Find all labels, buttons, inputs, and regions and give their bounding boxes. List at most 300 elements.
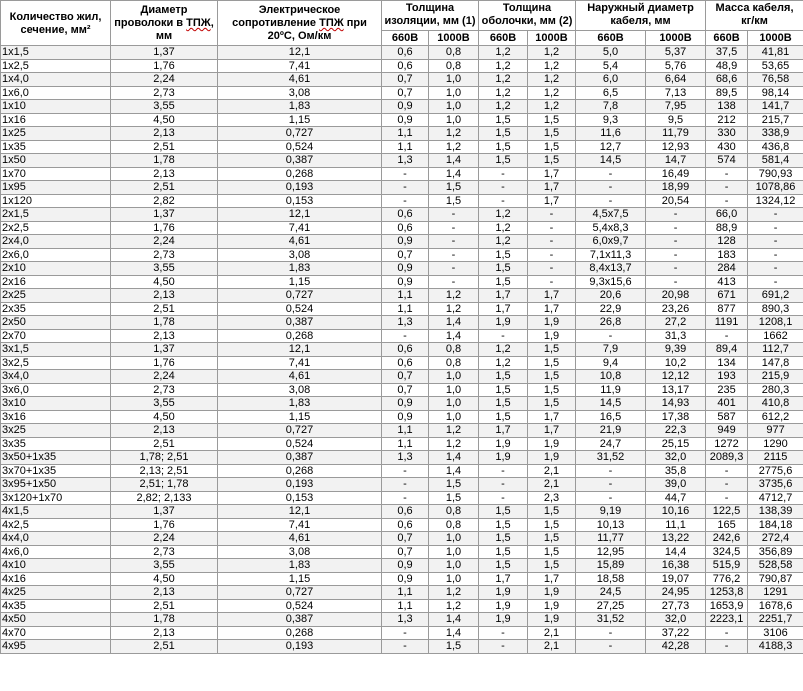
cell-insulation-660v: - xyxy=(382,181,429,195)
cell-mass-1000v: 581,4 xyxy=(748,154,803,168)
header-wire-diameter-tpzh: ТПЖ xyxy=(186,17,211,29)
cell-diameter-1000v: 27,73 xyxy=(646,599,706,613)
cell-mass-660v: 88,9 xyxy=(706,221,748,235)
cell-diameter-660v: 7,1x11,3 xyxy=(576,248,646,262)
cell-mass-660v: 183 xyxy=(706,248,748,262)
cell-sheath-1000v: 1,5 xyxy=(528,545,576,559)
cell-mass-1000v: 4712,7 xyxy=(748,491,803,505)
cell-wire-diameter: 2,13 xyxy=(111,289,218,303)
cell-sheath-660v: 1,9 xyxy=(479,599,528,613)
cell-cores-section: 1x70 xyxy=(1,167,111,181)
cell-mass-1000v: 1662 xyxy=(748,329,803,343)
cell-sheath-660v: 1,7 xyxy=(479,302,528,316)
cell-resistance: 0,524 xyxy=(218,302,382,316)
cell-insulation-1000v: 1,0 xyxy=(429,86,479,100)
cell-diameter-1000v: 32,0 xyxy=(646,613,706,627)
cell-insulation-1000v: 1,2 xyxy=(429,424,479,438)
cell-insulation-1000v: 1,2 xyxy=(429,437,479,451)
cell-insulation-660v: 1,3 xyxy=(382,154,429,168)
cell-diameter-1000v: 14,93 xyxy=(646,397,706,411)
cell-insulation-660v: 1,1 xyxy=(382,302,429,316)
cell-mass-1000v: 1324,12 xyxy=(748,194,803,208)
cell-mass-1000v: 790,93 xyxy=(748,167,803,181)
cell-mass-660v: 413 xyxy=(706,275,748,289)
cell-cores-section: 4x35 xyxy=(1,599,111,613)
table-row xyxy=(1,289,803,303)
table-row xyxy=(1,235,803,249)
table-row xyxy=(1,302,803,316)
cell-cores-section: 3x70+1x35 xyxy=(1,464,111,478)
cell-cores-section: 3x50+1x35 xyxy=(1,451,111,465)
table-row xyxy=(1,613,803,627)
cell-cores-section: 3x35 xyxy=(1,437,111,451)
cell-wire-diameter: 2,13 xyxy=(111,424,218,438)
cell-sheath-1000v: 1,9 xyxy=(528,599,576,613)
cell-insulation-660v: 1,1 xyxy=(382,424,429,438)
cell-mass-1000v: 1678,6 xyxy=(748,599,803,613)
cell-insulation-1000v: 0,8 xyxy=(429,46,479,60)
cell-mass-660v: - xyxy=(706,640,748,654)
cell-cores-section: 3x25 xyxy=(1,424,111,438)
cell-insulation-1000v: - xyxy=(429,262,479,276)
cell-insulation-660v: - xyxy=(382,640,429,654)
cell-diameter-1000v: 42,28 xyxy=(646,640,706,654)
cell-mass-1000v: - xyxy=(748,262,803,276)
cell-mass-660v: 284 xyxy=(706,262,748,276)
cell-cores-section: 4x95 xyxy=(1,640,111,654)
cell-insulation-660v: 1,3 xyxy=(382,316,429,330)
cell-diameter-1000v: 31,3 xyxy=(646,329,706,343)
cell-diameter-1000v: 24,95 xyxy=(646,586,706,600)
cell-sheath-1000v: 1,5 xyxy=(528,397,576,411)
cell-insulation-1000v: 1,4 xyxy=(429,613,479,627)
cell-mass-660v: 193 xyxy=(706,370,748,384)
cell-diameter-660v: 5,0 xyxy=(576,46,646,60)
cell-insulation-660v: 0,9 xyxy=(382,113,429,127)
cell-sheath-1000v: 1,7 xyxy=(528,424,576,438)
cell-diameter-1000v: 5,37 xyxy=(646,46,706,60)
cell-sheath-1000v: 1,5 xyxy=(528,343,576,357)
cell-insulation-660v: 0,6 xyxy=(382,59,429,73)
cell-diameter-660v: - xyxy=(576,329,646,343)
cell-mass-1000v: 112,7 xyxy=(748,343,803,357)
cell-insulation-1000v: 1,0 xyxy=(429,383,479,397)
cell-sheath-1000v: 2,1 xyxy=(528,640,576,654)
cell-resistance: 0,153 xyxy=(218,491,382,505)
table-row xyxy=(1,262,803,276)
cell-cores-section: 3x2,5 xyxy=(1,356,111,370)
cell-cores-section: 1x25 xyxy=(1,127,111,141)
cell-sheath-1000v: 1,7 xyxy=(528,289,576,303)
cell-sheath-660v: - xyxy=(479,464,528,478)
cell-resistance: 3,08 xyxy=(218,248,382,262)
table-row xyxy=(1,491,803,505)
cell-mass-660v: 235 xyxy=(706,383,748,397)
table-row xyxy=(1,181,803,195)
cell-wire-diameter: 2,51 xyxy=(111,181,218,195)
cell-wire-diameter: 2,73 xyxy=(111,545,218,559)
cell-sheath-660v: 1,2 xyxy=(479,208,528,222)
table-row xyxy=(1,127,803,141)
cell-diameter-1000v: - xyxy=(646,262,706,276)
header-cable-mass: Масса кабеля, кг/км xyxy=(706,1,803,31)
cell-resistance: 7,41 xyxy=(218,518,382,532)
cell-diameter-660v: 14,5 xyxy=(576,397,646,411)
header-diameter-1000v: 1000В xyxy=(646,31,706,46)
cell-diameter-660v: 12,95 xyxy=(576,545,646,559)
cell-cores-section: 3x1,5 xyxy=(1,343,111,357)
cell-diameter-660v: 4,5x7,5 xyxy=(576,208,646,222)
header-mass-1000v: 1000В xyxy=(748,31,803,46)
cell-diameter-660v: 21,9 xyxy=(576,424,646,438)
cell-sheath-660v: 1,5 xyxy=(479,545,528,559)
cell-mass-1000v: 410,8 xyxy=(748,397,803,411)
cell-mass-660v: 242,6 xyxy=(706,532,748,546)
cell-mass-1000v: 4188,3 xyxy=(748,640,803,654)
cell-sheath-660v: 1,7 xyxy=(479,572,528,586)
cell-sheath-1000v: - xyxy=(528,221,576,235)
cell-diameter-1000v: 11,1 xyxy=(646,518,706,532)
table-row xyxy=(1,113,803,127)
cell-diameter-660v: 9,4 xyxy=(576,356,646,370)
cell-sheath-660v: 1,5 xyxy=(479,532,528,546)
cell-insulation-1000v: 1,5 xyxy=(429,181,479,195)
cell-sheath-660v: 1,9 xyxy=(479,586,528,600)
table-row xyxy=(1,140,803,154)
cell-mass-660v: 89,4 xyxy=(706,343,748,357)
cell-sheath-1000v: - xyxy=(528,275,576,289)
cell-cores-section: 3x95+1x50 xyxy=(1,478,111,492)
cell-insulation-1000v: 1,0 xyxy=(429,370,479,384)
cell-cores-section: 1x120 xyxy=(1,194,111,208)
cell-diameter-660v: 22,9 xyxy=(576,302,646,316)
cell-resistance: 0,268 xyxy=(218,167,382,181)
table-row xyxy=(1,316,803,330)
cell-sheath-1000v: - xyxy=(528,208,576,222)
cell-resistance: 0,268 xyxy=(218,626,382,640)
cell-diameter-1000v: 11,79 xyxy=(646,127,706,141)
cell-insulation-1000v: 0,8 xyxy=(429,356,479,370)
cell-wire-diameter: 2,13 xyxy=(111,329,218,343)
cell-insulation-1000v: 0,8 xyxy=(429,505,479,519)
cell-resistance: 0,268 xyxy=(218,464,382,478)
cell-insulation-660v: 0,6 xyxy=(382,518,429,532)
table-row xyxy=(1,154,803,168)
cell-diameter-1000v: 23,26 xyxy=(646,302,706,316)
cell-insulation-1000v: 1,5 xyxy=(429,491,479,505)
cell-wire-diameter: 2,13; 2,51 xyxy=(111,464,218,478)
cell-cores-section: 2x6,0 xyxy=(1,248,111,262)
cell-sheath-660v: - xyxy=(479,640,528,654)
cell-resistance: 12,1 xyxy=(218,208,382,222)
cell-mass-660v: 776,2 xyxy=(706,572,748,586)
cell-wire-diameter: 1,76 xyxy=(111,221,218,235)
cell-wire-diameter: 3,55 xyxy=(111,100,218,114)
cell-wire-diameter: 1,37 xyxy=(111,343,218,357)
cell-wire-diameter: 2,24 xyxy=(111,73,218,87)
cell-mass-1000v: 138,39 xyxy=(748,505,803,519)
cell-sheath-660v: 1,2 xyxy=(479,46,528,60)
cell-sheath-1000v: 1,5 xyxy=(528,383,576,397)
cell-diameter-1000v: 14,4 xyxy=(646,545,706,559)
cell-resistance: 7,41 xyxy=(218,356,382,370)
table-row xyxy=(1,86,803,100)
cell-insulation-1000v: 1,4 xyxy=(429,329,479,343)
cell-diameter-660v: 6,5 xyxy=(576,86,646,100)
cell-sheath-1000v: 1,5 xyxy=(528,113,576,127)
cell-mass-1000v: 2115 xyxy=(748,451,803,465)
cell-mass-660v: - xyxy=(706,464,748,478)
cell-insulation-1000v: 1,0 xyxy=(429,410,479,424)
cell-diameter-1000v: 27,2 xyxy=(646,316,706,330)
cell-cores-section: 1x2,5 xyxy=(1,59,111,73)
cell-mass-1000v: 76,58 xyxy=(748,73,803,87)
cell-wire-diameter: 2,13 xyxy=(111,586,218,600)
cell-sheath-660v: 1,2 xyxy=(479,100,528,114)
cell-mass-1000v: 141,7 xyxy=(748,100,803,114)
cell-sheath-1000v: 1,2 xyxy=(528,100,576,114)
cell-diameter-1000v: 35,8 xyxy=(646,464,706,478)
cell-wire-diameter: 2,51 xyxy=(111,599,218,613)
cell-diameter-660v: 18,58 xyxy=(576,572,646,586)
cell-mass-660v: 122,5 xyxy=(706,505,748,519)
cell-diameter-660v: 6,0 xyxy=(576,73,646,87)
cell-cores-section: 1x50 xyxy=(1,154,111,168)
cell-diameter-1000v: 19,07 xyxy=(646,572,706,586)
table-row xyxy=(1,46,803,60)
cell-mass-1000v: 147,8 xyxy=(748,356,803,370)
cell-wire-diameter: 1,78 xyxy=(111,613,218,627)
cell-insulation-1000v: 1,0 xyxy=(429,100,479,114)
cell-cores-section: 4x10 xyxy=(1,559,111,573)
table-row xyxy=(1,586,803,600)
cell-insulation-660v: 0,7 xyxy=(382,248,429,262)
cell-sheath-1000v: - xyxy=(528,262,576,276)
cell-sheath-660v: 1,5 xyxy=(479,127,528,141)
cell-cores-section: 2x1,5 xyxy=(1,208,111,222)
cell-sheath-660v: 1,9 xyxy=(479,316,528,330)
cell-sheath-1000v: 1,7 xyxy=(528,410,576,424)
cell-diameter-660v: 9,3x15,6 xyxy=(576,275,646,289)
cell-sheath-1000v: 1,2 xyxy=(528,46,576,60)
cell-sheath-660v: 1,2 xyxy=(479,356,528,370)
cell-diameter-1000v: 12,93 xyxy=(646,140,706,154)
cell-sheath-660v: 1,5 xyxy=(479,410,528,424)
cell-mass-1000v: 612,2 xyxy=(748,410,803,424)
table-row xyxy=(1,478,803,492)
cell-mass-1000v: - xyxy=(748,221,803,235)
table-row xyxy=(1,532,803,546)
cell-mass-1000v: 184,18 xyxy=(748,518,803,532)
cell-insulation-1000v: - xyxy=(429,248,479,262)
cell-diameter-660v: 26,8 xyxy=(576,316,646,330)
cell-mass-1000v: 890,3 xyxy=(748,302,803,316)
cell-mass-1000v: 215,9 xyxy=(748,370,803,384)
cell-diameter-660v: - xyxy=(576,626,646,640)
cell-mass-1000v: - xyxy=(748,235,803,249)
cell-insulation-660v: 1,1 xyxy=(382,586,429,600)
cell-sheath-660v: - xyxy=(479,491,528,505)
cell-mass-660v: 66,0 xyxy=(706,208,748,222)
cell-wire-diameter: 3,55 xyxy=(111,559,218,573)
cell-sheath-1000v: 1,5 xyxy=(528,532,576,546)
cell-diameter-660v: 12,7 xyxy=(576,140,646,154)
cell-insulation-660v: 0,6 xyxy=(382,208,429,222)
cell-insulation-660v: 0,7 xyxy=(382,545,429,559)
cell-diameter-660v: 6,0x9,7 xyxy=(576,235,646,249)
cell-wire-diameter: 3,55 xyxy=(111,397,218,411)
cell-insulation-660v: - xyxy=(382,464,429,478)
cell-diameter-1000v: 5,76 xyxy=(646,59,706,73)
table-row xyxy=(1,410,803,424)
cell-insulation-660v: 0,9 xyxy=(382,559,429,573)
header-insulation-660v: 660В xyxy=(382,31,429,46)
cell-cores-section: 4x1,5 xyxy=(1,505,111,519)
cell-resistance: 3,08 xyxy=(218,86,382,100)
table-row xyxy=(1,545,803,559)
cell-resistance: 0,193 xyxy=(218,181,382,195)
cell-resistance: 0,524 xyxy=(218,437,382,451)
cell-insulation-1000v: - xyxy=(429,275,479,289)
cell-insulation-1000v: 1,0 xyxy=(429,113,479,127)
cell-sheath-1000v: 1,2 xyxy=(528,73,576,87)
cell-diameter-660v: 8,4x13,7 xyxy=(576,262,646,276)
cell-diameter-660v: 5,4x8,3 xyxy=(576,221,646,235)
table-header xyxy=(1,1,803,46)
cell-diameter-660v: 20,6 xyxy=(576,289,646,303)
cell-diameter-660v: 31,52 xyxy=(576,613,646,627)
cell-diameter-660v: - xyxy=(576,167,646,181)
cell-insulation-1000v: 1,2 xyxy=(429,599,479,613)
cell-diameter-1000v: 20,98 xyxy=(646,289,706,303)
cell-sheath-660v: - xyxy=(479,626,528,640)
cell-wire-diameter: 2,73 xyxy=(111,383,218,397)
cell-diameter-660v: 11,77 xyxy=(576,532,646,546)
cell-resistance: 0,727 xyxy=(218,586,382,600)
table-row xyxy=(1,437,803,451)
cell-mass-1000v: 41,81 xyxy=(748,46,803,60)
cell-sheath-660v: 1,7 xyxy=(479,289,528,303)
cell-sheath-1000v: 1,7 xyxy=(528,167,576,181)
cell-sheath-1000v: 2,1 xyxy=(528,478,576,492)
cell-mass-660v: 1272 xyxy=(706,437,748,451)
cell-diameter-660v: 10,13 xyxy=(576,518,646,532)
cell-cores-section: 4x16 xyxy=(1,572,111,586)
cell-insulation-1000v: 1,4 xyxy=(429,167,479,181)
cell-diameter-660v: 7,8 xyxy=(576,100,646,114)
cell-mass-1000v: 790,87 xyxy=(748,572,803,586)
cell-mass-660v: 430 xyxy=(706,140,748,154)
cell-insulation-660v: 0,7 xyxy=(382,370,429,384)
cell-sheath-660v: - xyxy=(479,329,528,343)
cell-wire-diameter: 1,76 xyxy=(111,59,218,73)
cell-insulation-660v: - xyxy=(382,491,429,505)
cell-wire-diameter: 2,51 xyxy=(111,437,218,451)
cell-cores-section: 1x95 xyxy=(1,181,111,195)
table-row xyxy=(1,464,803,478)
cell-insulation-1000v: 1,0 xyxy=(429,572,479,586)
cell-insulation-660v: 0,9 xyxy=(382,397,429,411)
cell-wire-diameter: 1,37 xyxy=(111,505,218,519)
cell-diameter-660v: 27,25 xyxy=(576,599,646,613)
header-resistance-tpzh: ТПЖ xyxy=(319,17,344,29)
cell-mass-660v: 2089,3 xyxy=(706,451,748,465)
cell-wire-diameter: 2,13 xyxy=(111,167,218,181)
cell-cores-section: 4x25 xyxy=(1,586,111,600)
cell-insulation-1000v: 1,0 xyxy=(429,559,479,573)
cell-insulation-660v: 0,7 xyxy=(382,73,429,87)
cell-sheath-660v: 1,5 xyxy=(479,248,528,262)
cell-wire-diameter: 3,55 xyxy=(111,262,218,276)
cell-diameter-660v: 15,89 xyxy=(576,559,646,573)
cell-mass-1000v: - xyxy=(748,275,803,289)
cell-diameter-1000v: 14,7 xyxy=(646,154,706,168)
cell-resistance: 12,1 xyxy=(218,343,382,357)
cell-cores-section: 1x6,0 xyxy=(1,86,111,100)
header-sheath-thickness: Толщина оболочки, мм (2) xyxy=(479,1,576,31)
cell-mass-1000v: 272,4 xyxy=(748,532,803,546)
cell-insulation-660v: - xyxy=(382,478,429,492)
table-row xyxy=(1,370,803,384)
cell-diameter-660v: 16,5 xyxy=(576,410,646,424)
cell-cores-section: 3x6,0 xyxy=(1,383,111,397)
cell-cores-section: 1x10 xyxy=(1,100,111,114)
cell-mass-660v: 68,6 xyxy=(706,73,748,87)
header-outer-diameter: Наружный диаметр кабеля, мм xyxy=(576,1,706,31)
table-row xyxy=(1,505,803,519)
header-resistance xyxy=(218,1,382,46)
table-row xyxy=(1,248,803,262)
cell-wire-diameter: 4,50 xyxy=(111,113,218,127)
cell-resistance: 0,727 xyxy=(218,424,382,438)
cell-mass-660v: 1253,8 xyxy=(706,586,748,600)
cell-mass-660v: - xyxy=(706,194,748,208)
cell-mass-1000v: 1078,86 xyxy=(748,181,803,195)
table-row xyxy=(1,275,803,289)
cell-sheath-660v: 1,5 xyxy=(479,370,528,384)
cell-diameter-660v: 11,9 xyxy=(576,383,646,397)
cell-sheath-1000v: 1,5 xyxy=(528,140,576,154)
cell-sheath-660v: 1,2 xyxy=(479,343,528,357)
cell-wire-diameter: 1,37 xyxy=(111,208,218,222)
cell-sheath-660v: - xyxy=(479,181,528,195)
header-sheath-660v: 660В xyxy=(479,31,528,46)
cell-sheath-660v: 1,9 xyxy=(479,437,528,451)
cell-mass-660v: 515,9 xyxy=(706,559,748,573)
cell-insulation-1000v: 0,8 xyxy=(429,343,479,357)
cell-insulation-660v: 0,9 xyxy=(382,275,429,289)
cell-sheath-660v: 1,5 xyxy=(479,505,528,519)
cell-mass-660v: - xyxy=(706,626,748,640)
cell-insulation-1000v: 1,4 xyxy=(429,464,479,478)
cell-diameter-1000v: 39,0 xyxy=(646,478,706,492)
cell-mass-660v: 1191 xyxy=(706,316,748,330)
cell-resistance: 0,727 xyxy=(218,289,382,303)
cell-wire-diameter: 1,78 xyxy=(111,154,218,168)
cell-diameter-1000v: 9,39 xyxy=(646,343,706,357)
cell-wire-diameter: 2,73 xyxy=(111,248,218,262)
cell-diameter-660v: 14,5 xyxy=(576,154,646,168)
table-row xyxy=(1,59,803,73)
cell-insulation-660v: 0,7 xyxy=(382,532,429,546)
cell-diameter-1000v: 25,15 xyxy=(646,437,706,451)
cell-cores-section: 4x6,0 xyxy=(1,545,111,559)
cell-mass-660v: 671 xyxy=(706,289,748,303)
cell-insulation-660v: 1,3 xyxy=(382,451,429,465)
cell-sheath-1000v: 1,9 xyxy=(528,613,576,627)
cell-sheath-660v: 1,9 xyxy=(479,613,528,627)
table-row xyxy=(1,194,803,208)
